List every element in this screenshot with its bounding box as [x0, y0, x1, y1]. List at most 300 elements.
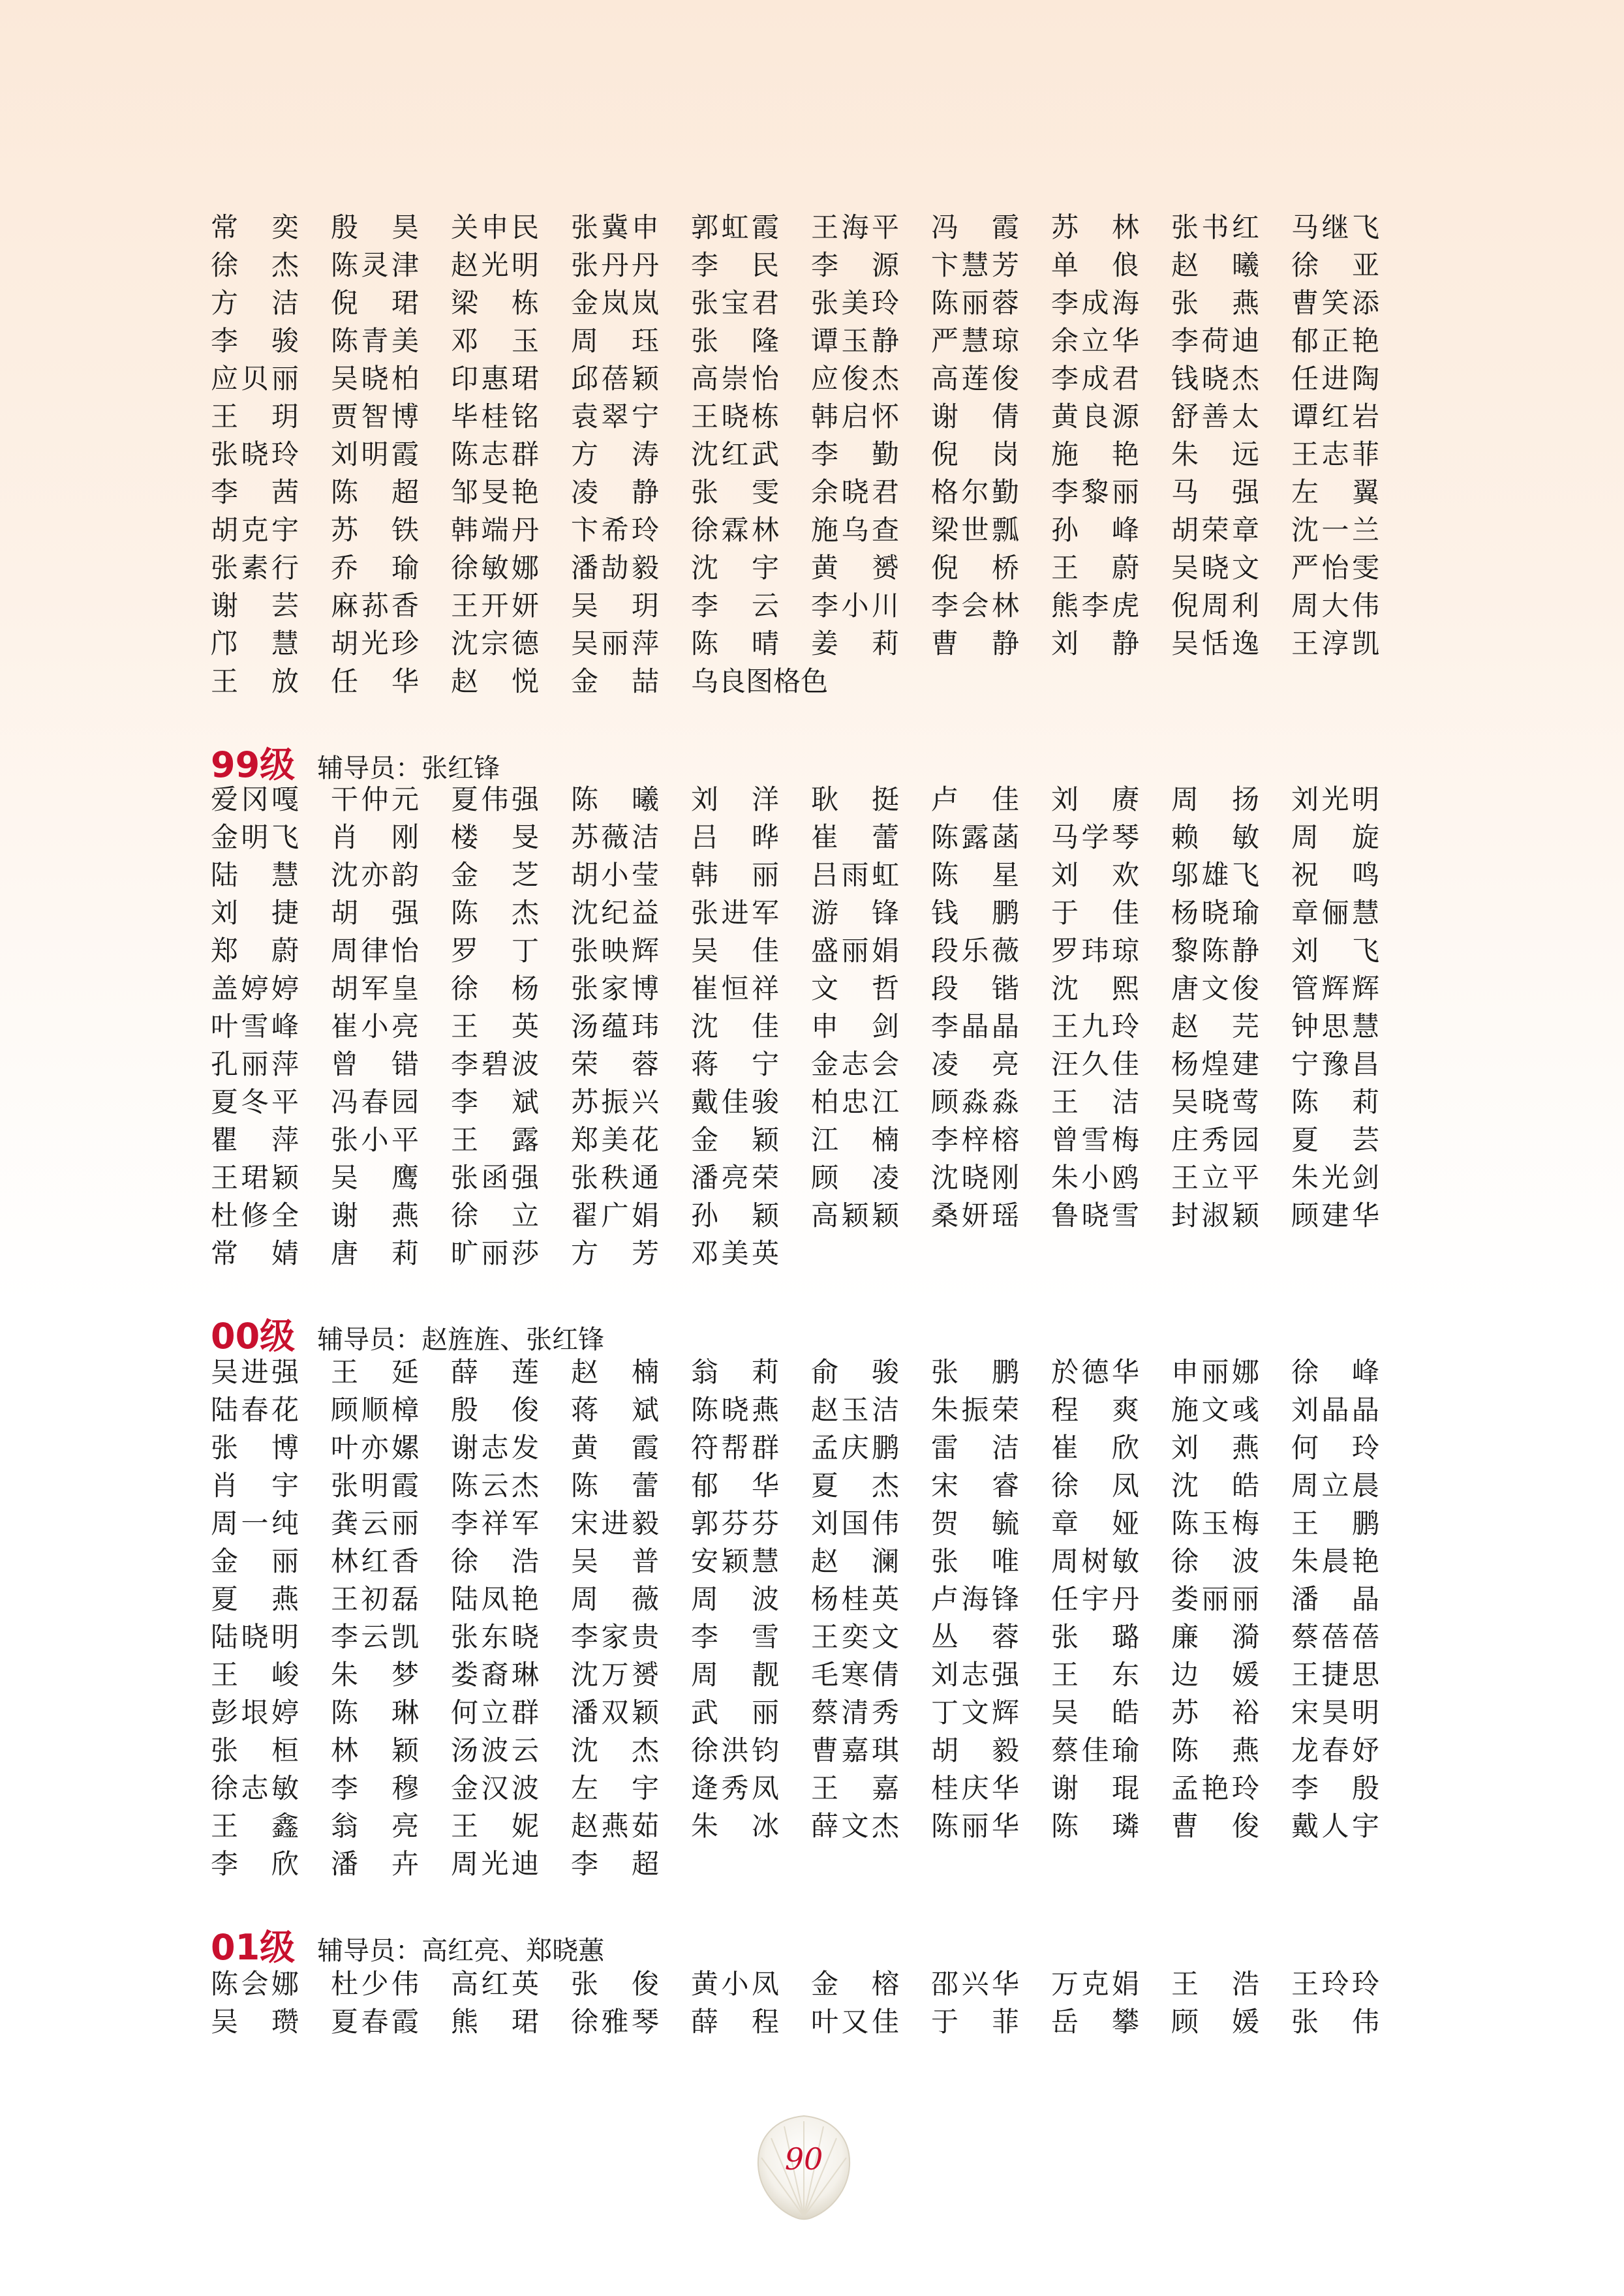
student-name: 王 蔚 [1051, 552, 1139, 584]
student-name: 陆 凤 艳 [451, 1583, 539, 1615]
student-name: 王 嘉 [811, 1772, 899, 1804]
student-name: 潘 劼 毅 [571, 552, 659, 584]
student-name: 何 玲 [1291, 1432, 1379, 1464]
student-name: 祝 鸣 [1291, 859, 1379, 891]
student-name: 沈 皓 [1171, 1470, 1259, 1502]
student-name: 蒋 宁 [691, 1048, 779, 1080]
student-name: 龙 春 妤 [1291, 1734, 1379, 1766]
student-name: 金 岚 岚 [571, 287, 659, 319]
student-name: 施 乌 查 [811, 514, 899, 546]
student-name: 朱 小 鸥 [1051, 1162, 1139, 1194]
student-name: 唐 文 俊 [1171, 973, 1259, 1004]
student-name: 钟 思 慧 [1291, 1010, 1379, 1042]
student-name: 盖 婷 婷 [211, 973, 299, 1004]
student-name: 张 博 [211, 1432, 299, 1464]
student-name: 乌 良 图 格 色 [691, 665, 829, 697]
student-name: 刘 光 明 [1291, 783, 1379, 815]
student-name: 刘 晶 晶 [1291, 1394, 1379, 1426]
student-name: 薛 程 [691, 2006, 779, 2038]
student-name: 高 莲 俊 [931, 363, 1019, 395]
student-name: 陈 云 杰 [451, 1470, 539, 1502]
student-name: 陈 蕾 [571, 1470, 659, 1502]
student-name: 朱 冰 [691, 1810, 779, 1842]
student-name: 叶 雪 峰 [211, 1010, 299, 1042]
student-name: 夏 冬 平 [211, 1086, 299, 1118]
student-name: 殷 俊 [451, 1394, 539, 1426]
student-name: 蒋 斌 [571, 1394, 659, 1426]
student-name: 李 祥 军 [451, 1507, 539, 1539]
student-name: 吴 鹰 [331, 1162, 419, 1194]
student-name: 肖 宇 [211, 1470, 299, 1502]
student-name: 徐 敏 娜 [451, 552, 539, 584]
student-name: 高 崇 怡 [691, 363, 779, 395]
student-name: 李 斌 [451, 1086, 539, 1118]
student-name: 曾 雪 梅 [1051, 1124, 1139, 1156]
student-name: 戴 人 宇 [1291, 1810, 1379, 1842]
student-name: 张 秩 通 [571, 1162, 659, 1194]
student-name: 谢 倩 [931, 400, 1019, 432]
student-name: 陈 玉 梅 [1171, 1507, 1259, 1539]
student-name: 陈 曦 [571, 783, 659, 815]
student-name: 金 明 飞 [211, 821, 299, 853]
student-name: 夏 春 霞 [331, 2006, 419, 2038]
student-name: 韩 启 怀 [811, 400, 899, 432]
student-name: 毛 寒 倩 [811, 1659, 899, 1691]
student-name: 桑 妍 瑶 [931, 1200, 1019, 1231]
student-name: 张 明 霞 [331, 1470, 419, 1502]
student-name: 李 源 [811, 249, 899, 281]
student-name: 雷 洁 [931, 1432, 1019, 1464]
student-name: 邹 旻 艳 [451, 476, 539, 508]
student-name: 孙 颖 [691, 1200, 779, 1231]
student-name: 张 函 强 [451, 1162, 539, 1194]
student-name: 朱 远 [1171, 438, 1259, 470]
student-name: 汤 蕴 玮 [571, 1010, 659, 1042]
student-name: 王 初 磊 [331, 1583, 419, 1615]
student-name: 赵 燕 茹 [571, 1810, 659, 1842]
student-name: 刘 明 霞 [331, 438, 419, 470]
student-name: 王 英 [451, 1010, 539, 1042]
student-name: 吕 晔 [691, 821, 779, 853]
student-name: 旷 丽 莎 [451, 1237, 539, 1269]
counselor-label: 辅导员：张红锋 [317, 753, 500, 783]
student-name: 徐 雅 琴 [571, 2006, 659, 2038]
student-name: 胡 强 [331, 897, 419, 929]
student-name: 熊 珺 [451, 2006, 539, 2038]
student-name: 瞿 萍 [211, 1124, 299, 1156]
student-name: 汪 久 佳 [1051, 1048, 1139, 1080]
page-number-badge [752, 2112, 856, 2223]
student-name: 韩 丽 [691, 859, 779, 891]
student-name: 周 律 怡 [331, 935, 419, 967]
student-name: 贾 智 博 [331, 400, 419, 432]
student-name: 毕 桂 铭 [451, 400, 539, 432]
student-name: 赖 敏 [1171, 821, 1259, 853]
student-name: 彭 垠 婷 [211, 1697, 299, 1729]
student-name: 卞 慧 芳 [931, 249, 1019, 281]
student-name: 陈 杰 [451, 897, 539, 929]
student-name: 陈 丽 华 [931, 1810, 1019, 1842]
student-name: 徐 志 敏 [211, 1772, 299, 1804]
student-name: 林 红 香 [331, 1545, 419, 1577]
student-name: 殷 昊 [331, 211, 419, 243]
student-name: 罗 丁 [451, 935, 539, 967]
student-name: 韩 端 丹 [451, 514, 539, 546]
student-name: 黄 霞 [571, 1432, 659, 1464]
student-name: 楼 旻 [451, 821, 539, 853]
student-name: 崔 小 亮 [331, 1010, 419, 1042]
student-name: 刘 飞 [1291, 935, 1379, 967]
student-name: 应 俊 杰 [811, 363, 899, 395]
student-name: 桂 庆 华 [931, 1772, 1019, 1804]
student-name: 王 浩 [1171, 1968, 1259, 2000]
student-name: 管 辉 辉 [1291, 973, 1379, 1004]
student-name: 潘 卉 [331, 1848, 419, 1880]
student-name: 徐 杨 [451, 973, 539, 1004]
student-name: 曹 嘉 琪 [811, 1734, 899, 1766]
student-name: 王 玲 玲 [1291, 1968, 1379, 2000]
student-name: 张 进 军 [691, 897, 779, 929]
student-name: 刘 燕 [1171, 1432, 1259, 1464]
student-name: 张 桓 [211, 1734, 299, 1766]
student-name: 施 艳 [1051, 438, 1139, 470]
student-name: 凌 亮 [931, 1048, 1019, 1080]
student-name: 丁 文 辉 [931, 1697, 1019, 1729]
student-name: 段 乐 薇 [931, 935, 1019, 967]
student-name: 蔡 蓓 蓓 [1291, 1621, 1379, 1653]
student-name: 李 黎 丽 [1051, 476, 1139, 508]
student-name: 徐 浩 [451, 1545, 539, 1577]
student-name: 胡 克 宇 [211, 514, 299, 546]
student-name: 徐 峰 [1291, 1356, 1379, 1388]
student-name: 周 光 迪 [451, 1848, 539, 1880]
student-name: 俞 骏 [811, 1356, 899, 1388]
student-name: 李 民 [691, 249, 779, 281]
student-name: 陈 灵 津 [331, 249, 419, 281]
student-name: 冯 春 园 [331, 1086, 419, 1118]
student-name: 贺 毓 [931, 1507, 1019, 1539]
student-name: 安 颖 慧 [691, 1545, 779, 1577]
student-name: 封 淑 颖 [1171, 1200, 1259, 1231]
student-name: 曹 静 [931, 627, 1019, 659]
student-name: 徐 亚 [1291, 249, 1379, 281]
student-name: 邬 雄 飞 [1171, 859, 1259, 891]
student-name: 倪 周 利 [1171, 590, 1259, 622]
student-name: 黄 良 源 [1051, 400, 1139, 432]
student-name: 陈 露 菡 [931, 821, 1019, 853]
student-name: 王 海 平 [811, 211, 899, 243]
student-name: 鲁 晓 雪 [1051, 1200, 1139, 1231]
student-name: 高 红 英 [451, 1968, 539, 2000]
student-name: 吴 晓 莺 [1171, 1086, 1259, 1118]
student-name: 蔡 佳 瑜 [1051, 1734, 1139, 1766]
student-name: 袁 翠 宁 [571, 400, 659, 432]
student-name: 李 梓 榕 [931, 1124, 1019, 1156]
student-name: 孔 丽 萍 [211, 1048, 299, 1080]
student-name: 黎 陈 静 [1171, 935, 1259, 967]
student-name: 赵 楠 [571, 1356, 659, 1388]
student-name: 金 汉 波 [451, 1772, 539, 1804]
student-name: 万 克 娟 [1051, 1968, 1139, 2000]
student-name: 叶 亦 嫘 [331, 1432, 419, 1464]
student-name: 印 惠 珺 [451, 363, 539, 395]
student-name: 陆 慧 [211, 859, 299, 891]
student-name: 王 捷 思 [1291, 1659, 1379, 1691]
student-name: 胡 光 珍 [331, 627, 419, 659]
student-name: 刘 志 强 [931, 1659, 1019, 1691]
student-name: 翁 莉 [691, 1356, 779, 1388]
student-name: 赵 曦 [1171, 249, 1259, 281]
student-name: 吴 瓒 [211, 2006, 299, 2038]
name-grid-previous-grade [211, 209, 1411, 701]
student-name: 卞 希 玲 [571, 514, 659, 546]
student-name: 马 继 飞 [1291, 211, 1379, 243]
student-name: 舒 善 太 [1171, 400, 1259, 432]
student-name: 翁 亮 [331, 1810, 419, 1842]
student-name: 张 鹏 [931, 1356, 1019, 1388]
student-name: 荣 蓉 [571, 1048, 659, 1080]
student-name: 王 开 妍 [451, 590, 539, 622]
student-name: 熊 李 虎 [1051, 590, 1139, 622]
student-name: 刘 洋 [691, 783, 779, 815]
student-name: 沈 纪 益 [571, 897, 659, 929]
student-name: 朱 光 剑 [1291, 1162, 1379, 1194]
student-name: 陈 星 [931, 859, 1019, 891]
student-name: 周 立 晨 [1291, 1470, 1379, 1502]
student-name: 李 雪 [691, 1621, 779, 1653]
student-name: 金 颖 [691, 1124, 779, 1156]
student-name: 崔 欣 [1051, 1432, 1139, 1464]
student-name: 梁 栋 [451, 287, 539, 319]
student-name: 李 穆 [331, 1772, 419, 1804]
student-name: 常 奕 [211, 211, 299, 243]
student-name: 余 立 华 [1051, 325, 1139, 357]
student-name: 李 云 [691, 590, 779, 622]
student-name: 赵 悦 [451, 665, 539, 697]
student-name: 李 云 凯 [331, 1621, 419, 1653]
student-name: 于 菲 [931, 2006, 1019, 2038]
student-name: 张 隆 [691, 325, 779, 357]
counselor-label: 辅导员：赵旌旌、张红锋 [317, 1325, 605, 1355]
student-name: 刘 捷 [211, 897, 299, 929]
student-name: 苏 薇 洁 [571, 821, 659, 853]
student-name: 夏 杰 [811, 1470, 899, 1502]
student-name: 苏 林 [1051, 211, 1139, 243]
student-name: 盛 丽 娟 [811, 935, 899, 967]
student-name: 张 唯 [931, 1545, 1019, 1577]
grade-title: 99级 [211, 744, 296, 785]
student-name: 余 晓 君 [811, 476, 899, 508]
student-name: 游 锋 [811, 897, 899, 929]
student-name: 逄 秀 凤 [691, 1772, 779, 1804]
section-heading-99 [211, 737, 500, 783]
student-name: 方 芳 [571, 1237, 659, 1269]
grade-title: 00级 [211, 1316, 296, 1357]
section-heading-00 [211, 1308, 605, 1357]
student-name: 曾 错 [331, 1048, 419, 1080]
student-name: 金 喆 [571, 665, 659, 697]
student-name: 朱 梦 [331, 1659, 419, 1691]
student-name: 李 骏 [211, 325, 299, 357]
student-name: 张 璐 [1051, 1621, 1139, 1653]
student-name: 丛 蓉 [931, 1621, 1019, 1653]
student-name: 郑 美 花 [571, 1124, 659, 1156]
student-name: 夏 伟 强 [451, 783, 539, 815]
student-name: 顾 建 华 [1291, 1200, 1379, 1231]
student-name: 李 殷 [1291, 1772, 1379, 1804]
student-name: 曹 笑 添 [1291, 287, 1379, 319]
student-name: 马 强 [1171, 476, 1259, 508]
student-name: 王 九 玲 [1051, 1010, 1139, 1042]
student-name: 翟 广 娟 [571, 1200, 659, 1231]
student-name: 薛 文 杰 [811, 1810, 899, 1842]
student-name: 倪 桥 [931, 552, 1019, 584]
student-name: 薛 莲 [451, 1356, 539, 1388]
student-name: 王 玥 [211, 400, 299, 432]
student-name: 陈 晓 燕 [691, 1394, 779, 1426]
student-name: 任 华 [331, 665, 419, 697]
student-name: 杨 晓 瑜 [1171, 897, 1259, 929]
student-name: 宋 进 毅 [571, 1507, 659, 1539]
student-name: 吴 晓 文 [1171, 552, 1259, 584]
student-name: 谭 玉 静 [811, 325, 899, 357]
student-name: 张 冀 申 [571, 211, 659, 243]
student-name: 王 延 [331, 1356, 419, 1388]
student-name: 潘 晶 [1291, 1583, 1379, 1615]
student-name: 赵 芫 [1171, 1010, 1259, 1042]
student-name: 蔡 清 秀 [811, 1697, 899, 1729]
student-name: 汤 波 云 [451, 1734, 539, 1766]
student-name: 马 学 琴 [1051, 821, 1139, 853]
student-name: 杨 桂 英 [811, 1583, 899, 1615]
student-name: 周 珏 [571, 325, 659, 357]
student-name: 徐 波 [1171, 1545, 1259, 1577]
student-name: 陈 志 群 [451, 438, 539, 470]
student-name: 左 宇 [571, 1772, 659, 1804]
student-name: 王 妮 [451, 1810, 539, 1842]
student-name: 吕 雨 虹 [811, 859, 899, 891]
student-name: 王 志 菲 [1291, 438, 1379, 470]
student-name: 李 超 [571, 1848, 659, 1880]
student-name: 邱 蓓 颖 [571, 363, 659, 395]
student-name: 申 丽 娜 [1171, 1356, 1259, 1388]
student-name: 吴 佳 [691, 935, 779, 967]
student-name: 李 晶 晶 [931, 1010, 1019, 1042]
student-name: 于 佳 [1051, 897, 1139, 929]
student-name: 徐 立 [451, 1200, 539, 1231]
student-name: 左 翼 [1291, 476, 1379, 508]
student-name: 郁 正 艳 [1291, 325, 1379, 357]
student-name: 施 文 彧 [1171, 1394, 1259, 1426]
student-name: 单 俍 [1051, 249, 1139, 281]
student-name: 周 旋 [1291, 821, 1379, 853]
student-name: 沈 红 武 [691, 438, 779, 470]
student-name: 段 锴 [931, 973, 1019, 1004]
student-name: 方 洁 [211, 287, 299, 319]
student-name: 王 淳 凯 [1291, 627, 1379, 659]
student-name: 戴 佳 骏 [691, 1086, 779, 1118]
student-name: 李 成 海 [1051, 287, 1139, 319]
student-name: 严 慧 琼 [931, 325, 1019, 357]
student-name: 张 东 晓 [451, 1621, 539, 1653]
student-name: 谢 琨 [1051, 1772, 1139, 1804]
student-name: 李 茜 [211, 476, 299, 508]
student-name: 梁 世 瓢 [931, 514, 1019, 546]
student-name: 曹 俊 [1171, 1810, 1259, 1842]
student-name: 吴 普 [571, 1545, 659, 1577]
student-name: 朱 晨 艳 [1291, 1545, 1379, 1577]
student-name: 张 燕 [1171, 287, 1259, 319]
student-name: 吴 恬 逸 [1171, 627, 1259, 659]
student-name: 文 哲 [811, 973, 899, 1004]
student-name: 凌 静 [571, 476, 659, 508]
student-name: 陈 丽 蓉 [931, 287, 1019, 319]
student-name: 孟 庆 鹏 [811, 1432, 899, 1464]
student-name: 徐 霖 林 [691, 514, 779, 546]
student-name: 吴 皓 [1051, 1697, 1139, 1729]
student-name: 周 一 纯 [211, 1507, 299, 1539]
student-name: 王 立 平 [1171, 1162, 1259, 1194]
student-name: 陆 晓 明 [211, 1621, 299, 1653]
student-name: 申 剑 [811, 1010, 899, 1042]
student-name: 宁 豫 昌 [1291, 1048, 1379, 1080]
student-name: 王 奕 文 [811, 1621, 899, 1653]
student-name: 崔 蕾 [811, 821, 899, 853]
student-name: 姜 莉 [811, 627, 899, 659]
student-name: 张 素 行 [211, 552, 299, 584]
student-name: 李 会 林 [931, 590, 1019, 622]
student-name: 任 宇 丹 [1051, 1583, 1139, 1615]
student-name: 顾 媛 [1171, 2006, 1259, 2038]
student-name: 任 进 陶 [1291, 363, 1379, 395]
student-name: 岳 攀 [1051, 2006, 1139, 2038]
student-name: 沈 杰 [571, 1734, 659, 1766]
student-name: 顾 凌 [811, 1162, 899, 1194]
student-name: 李 荷 迪 [1171, 325, 1259, 357]
student-name: 沈 一 兰 [1291, 514, 1379, 546]
student-name: 卢 佳 [931, 783, 1019, 815]
student-name: 王 鑫 [211, 1810, 299, 1842]
student-name: 陈 青 美 [331, 325, 419, 357]
student-name: 李 家 贵 [571, 1621, 659, 1653]
student-name: 夏 芸 [1291, 1124, 1379, 1156]
counselor-label: 辅导员：高红亮、郑晓蕙 [317, 1936, 605, 1966]
student-name: 李 小 川 [811, 590, 899, 622]
student-name: 张 家 博 [571, 973, 659, 1004]
student-name: 钱 鹏 [931, 897, 1019, 929]
student-name: 章 娅 [1051, 1507, 1139, 1539]
student-name: 苏 裕 [1171, 1697, 1259, 1729]
student-name: 黄 小 凤 [691, 1968, 779, 2000]
student-name: 王 放 [211, 665, 299, 697]
student-name: 胡 军 皇 [331, 973, 419, 1004]
student-name: 沈 亦 韵 [331, 859, 419, 891]
student-name: 胡 小 莹 [571, 859, 659, 891]
student-name: 周 波 [691, 1583, 779, 1615]
student-name: 刘 欢 [1051, 859, 1139, 891]
student-name: 赵 玉 洁 [811, 1394, 899, 1426]
student-name: 张 雯 [691, 476, 779, 508]
student-name: 邓 美 英 [691, 1237, 779, 1269]
student-name: 李 勤 [811, 438, 899, 470]
student-name: 廉 漪 [1171, 1621, 1259, 1653]
student-name: 沈 宇 [691, 552, 779, 584]
student-name: 邵 兴 华 [931, 1968, 1019, 2000]
student-name: 吴 进 强 [211, 1356, 299, 1388]
student-name: 倪 珺 [331, 287, 419, 319]
student-name: 金 志 会 [811, 1048, 899, 1080]
student-name: 潘 亮 荣 [691, 1162, 779, 1194]
